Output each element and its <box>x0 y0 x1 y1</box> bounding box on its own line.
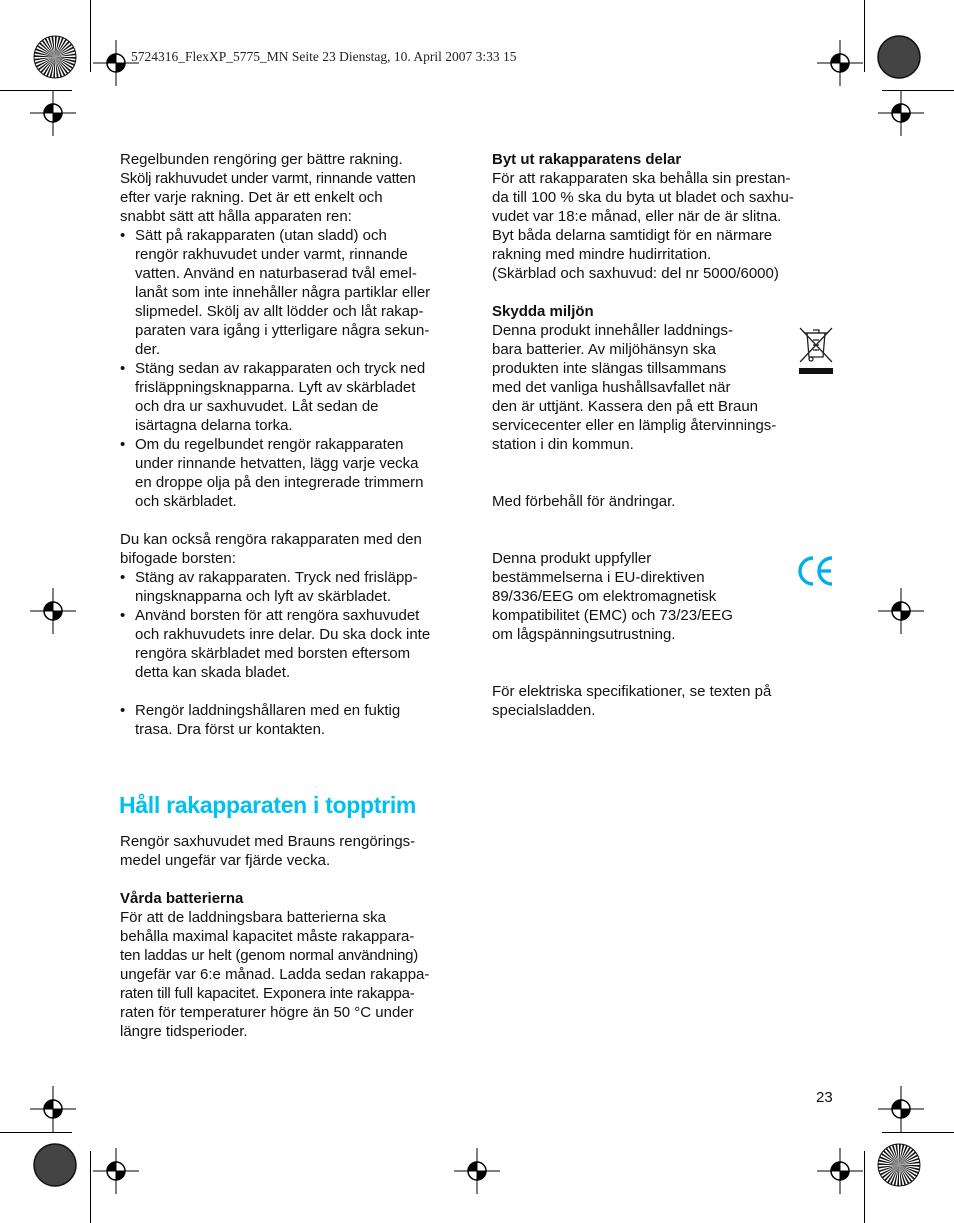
intro-line: Regelbunden rengöring ger bättre rakning. <box>120 151 403 168</box>
list-item-line: • Stäng av rakapparaten. Tryck ned frisläpp- <box>135 569 418 586</box>
right-column <box>492 150 842 720</box>
environment-line: station i din kommun. <box>492 436 634 453</box>
ce-line: om lågspänningsutrustning. <box>492 626 676 643</box>
registration-mark-icon <box>878 90 924 136</box>
list-item <box>120 568 470 606</box>
replace-line: Byt båda delarna samtidigt för en närmare <box>492 227 773 244</box>
list-item-line: frisläppningsknapparna. Lyft av skärbladet <box>135 379 416 396</box>
starburst-target-icon <box>33 1143 77 1187</box>
list-item-line: detta kan skada bladet. <box>135 664 291 681</box>
list-item-line: • Stäng sedan av rakapparaten och tryck ned <box>135 360 426 377</box>
topptrim-line: Rengör saxhuvudet med Brauns rengörings- <box>120 833 416 850</box>
trim-line <box>90 1151 91 1223</box>
page-number: 23 <box>816 1089 833 1106</box>
charger-steps-list <box>120 701 470 739</box>
list-item-line: rengör rakhuvudet under varmt, rinnande <box>135 246 408 263</box>
environment-line: bara batterier. Av miljöhänsyn ska <box>492 341 717 358</box>
list-item-line: isärtagna delarna torka. <box>135 417 293 434</box>
brush-intro-line: Du kan också rengöra rakapparaten med den <box>120 531 422 548</box>
brush-steps-list <box>120 568 470 682</box>
environment-title: Skydda miljön <box>492 303 594 320</box>
list-item-line: • Om du regelbundet rengör rakapparaten <box>135 436 404 453</box>
list-item-line: • Rengör laddningshållaren med en fuktig <box>135 702 401 719</box>
list-item-line: der. <box>135 341 161 358</box>
registration-mark-icon <box>454 1148 500 1194</box>
battery-line: raten för temperaturer högre än 50 °C under <box>120 1004 414 1021</box>
intro-line: snabbt sätt att hålla apparaten ren: <box>120 208 352 225</box>
registration-mark-icon <box>30 588 76 634</box>
battery-line: längre tidsperioder. <box>120 1023 248 1040</box>
list-item-line: och rakhuvudets inre delar. Du ska dock inte <box>135 626 431 643</box>
replace-line: rakning med mindre hudirritation. <box>492 246 712 263</box>
battery-line: raten till full kapacitet. Exponera inte rakappa- <box>120 985 415 1002</box>
list-item-line: lanåt som inte innehåller några partiklar eller <box>135 284 431 301</box>
ce-line: bestämmelserna i EU-direktiven <box>492 569 705 586</box>
battery-title: Vårda batterierna <box>120 890 244 907</box>
topptrim-line: medel ungefär var fjärde vecka. <box>120 852 331 869</box>
list-item-line: vatten. Använd en naturbaserad tvål emel- <box>135 265 417 282</box>
starburst-target-icon <box>33 35 77 79</box>
list-item-line: en droppe olja på den integrerade trimmern <box>135 474 424 491</box>
list-item <box>120 701 470 739</box>
print-header: 5724316_FlexXP_5775_MN Seite 23 Dienstag, 10. April 2007 3:33 15 <box>131 49 517 64</box>
registration-mark-icon <box>817 40 863 86</box>
replace-line: (Skärblad och saxhuvud: del nr 5000/6000) <box>492 265 779 282</box>
registration-mark-icon <box>878 588 924 634</box>
ce-line: kompatibilitet (EMC) och 73/23/EEG <box>492 607 733 624</box>
list-item <box>120 359 470 435</box>
list-item-line: • Sätt på rakapparaten (utan sladd) och <box>135 227 387 244</box>
replace-line: vudet var 18:e månad, eller när de är slitna. <box>492 208 782 225</box>
spec-line: För elektriska specifikationer, se texten på <box>492 683 772 700</box>
environment-line: med det vanliga hushållsavfallet när <box>492 379 731 396</box>
list-item-line: • Använd borsten för att rengöra saxhuvudet <box>135 607 420 624</box>
environment-line: servicecenter eller en lämplig återvinnings- <box>492 417 777 434</box>
list-item <box>120 226 470 359</box>
list-item-line: och dra ur saxhuvudet. Låt sedan de <box>135 398 379 415</box>
list-item-line: trasa. Dra först ur kontakten. <box>135 721 326 738</box>
ce-line: Denna produkt uppfyller <box>492 550 652 567</box>
trim-line <box>864 0 865 72</box>
trim-line <box>864 1151 865 1223</box>
environment-line: produkten inte slängas tillsammans <box>492 360 727 377</box>
registration-mark-icon <box>878 1086 924 1132</box>
registration-mark-icon <box>30 1086 76 1132</box>
intro-line: efter varje rakning. Det är ett enkelt och <box>120 189 383 206</box>
list-item-line: under rinnande hetvatten, lägg varje vecka <box>135 455 419 472</box>
list-item-line: slipmedel. Skölj av allt lödder och låt rakap- <box>135 303 424 320</box>
replace-line: da till 100 % ska du byta ut bladet och saxhu- <box>492 189 794 206</box>
list-item-line: ningsknapparna och lyft av skärbladet. <box>135 588 391 605</box>
ce-mark-icon <box>795 553 837 589</box>
intro-line: Skölj rakhuvudet under varmt, rinnande vatten <box>120 170 416 187</box>
environment-line: den är uttjänt. Kassera den på ett Braun <box>492 398 759 415</box>
environment-line: Denna produkt innehåller laddnings- <box>492 322 733 339</box>
section-heading: Håll rakapparaten i topptrim <box>119 792 417 818</box>
battery-line: ten laddas ur helt (genom normal användning) <box>120 947 419 964</box>
battery-line: ungefär var 6:e månad. Ladda sedan rakappa- <box>120 966 430 983</box>
battery-line: För att de laddningsbara batterierna ska <box>120 909 386 926</box>
starburst-target-icon <box>877 1143 921 1187</box>
registration-mark-icon <box>817 1148 863 1194</box>
battery-line: behålla maximal kapacitet måste rakappara- <box>120 928 415 945</box>
list-item-line: och skärbladet. <box>135 493 237 510</box>
left-column-lower <box>120 832 470 1041</box>
starburst-target-icon <box>877 35 921 79</box>
list-item <box>120 435 470 511</box>
list-item-line: paraten vara igång i ytterligare några sekun- <box>135 322 430 339</box>
list-item <box>120 606 470 682</box>
registration-mark-icon <box>30 90 76 136</box>
spec-line: specialsladden. <box>492 702 596 719</box>
replace-title: Byt ut rakapparatens delar <box>492 151 682 168</box>
left-column <box>120 150 470 739</box>
trim-line <box>90 0 91 72</box>
list-item-line: rengöra skärbladet med borsten eftersom <box>135 645 411 662</box>
trim-line <box>882 1132 954 1133</box>
cleaning-steps-list <box>120 226 470 511</box>
registration-mark-icon <box>93 40 139 86</box>
brush-intro-line: bifogade borsten: <box>120 550 236 567</box>
crossed-out-bin-icon <box>796 324 836 376</box>
changes-note: Med förbehåll för ändringar. <box>492 493 676 510</box>
registration-mark-icon <box>93 1148 139 1194</box>
ce-line: 89/336/EEG om elektromagnetisk <box>492 588 717 605</box>
replace-line: För att rakapparaten ska behålla sin prestan- <box>492 170 791 187</box>
trim-line <box>0 1132 72 1133</box>
